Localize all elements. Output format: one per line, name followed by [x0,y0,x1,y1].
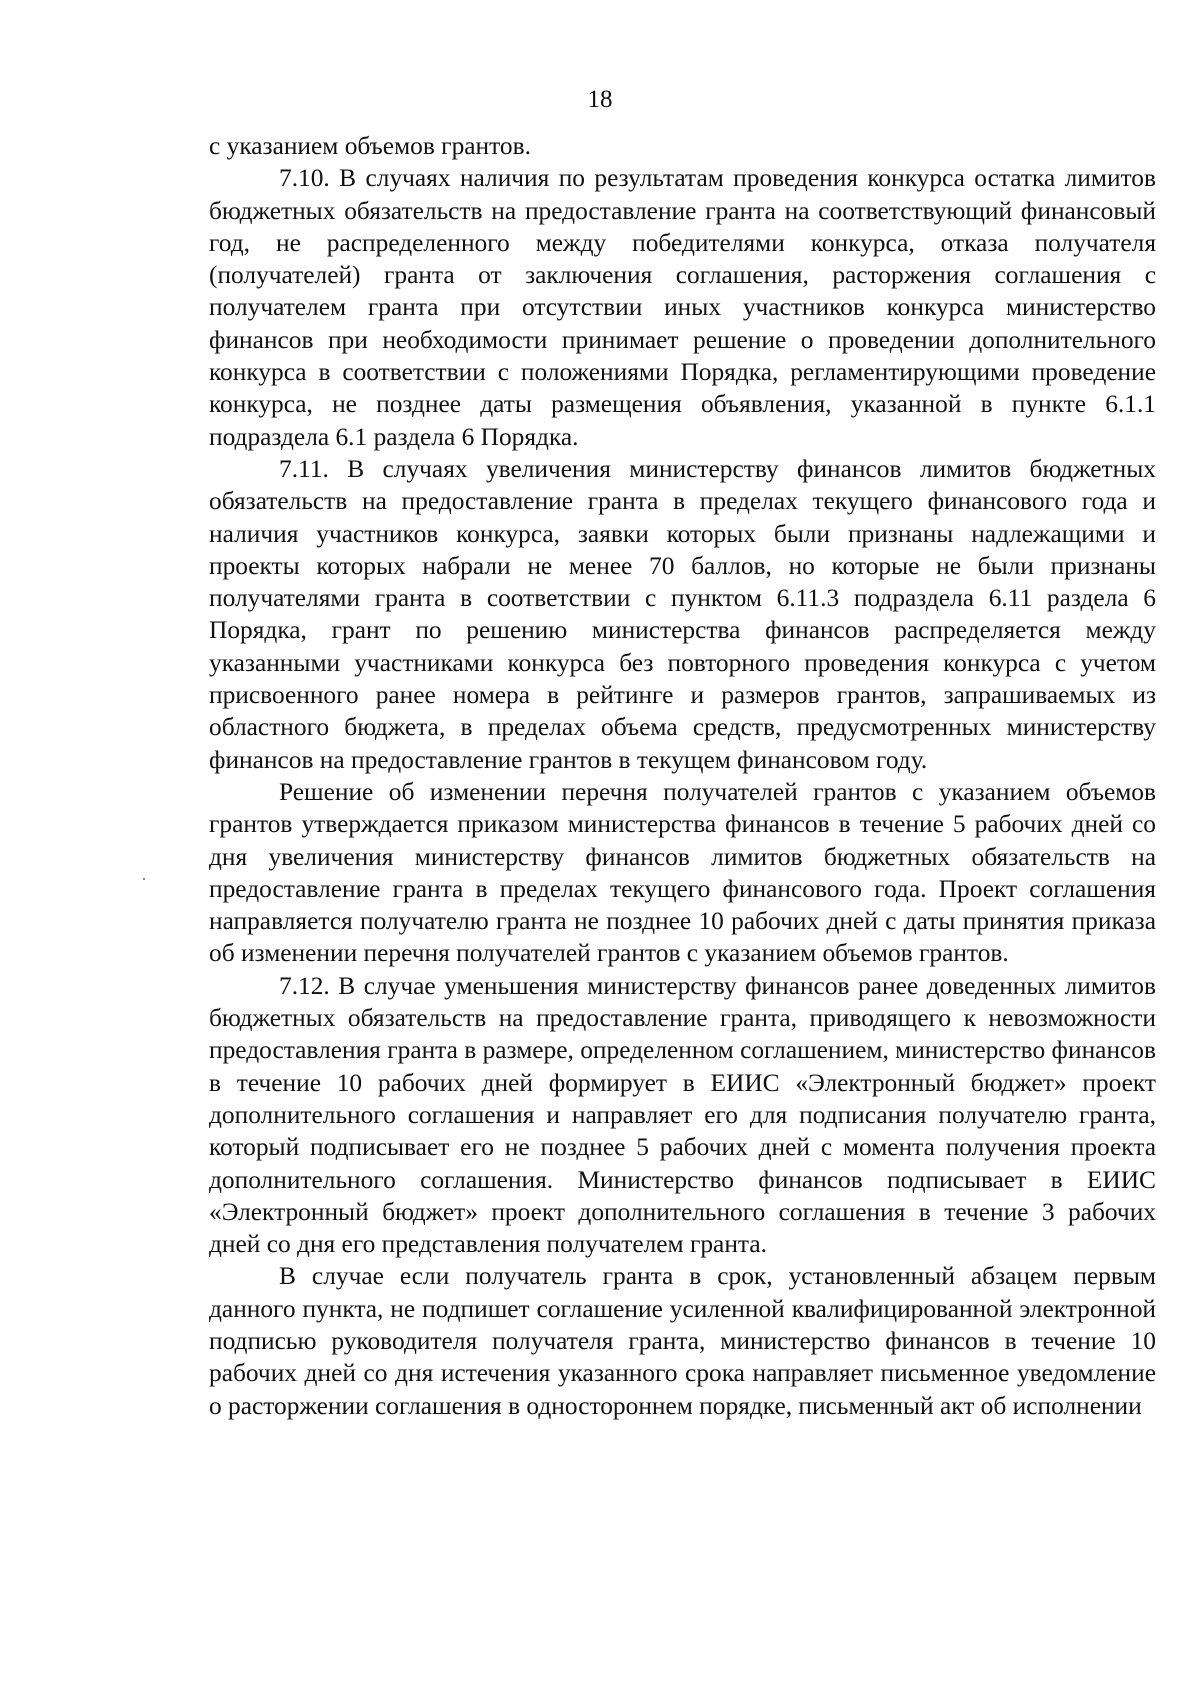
paragraph-7-11: 7.11. В случаях увеличения министерству финансов лимитов бюджетных обязательств на предоставление гранта в пределах текущего финансового года и наличия участников конкурса, заявки которых были признаны надлежащими и проекты которых набрали не менее 70 баллов, но которые не были признаны получателями гранта в соответствии с пунктом 6.11.3 подраздела 6.11 раздела 6 Порядка, грант по решению министерства финансов распределяется между указанными участниками конкурса без повторного проведения конкурса с учетом присвоенного ранее номера в рейтинге и размеров грантов, запрашиваемых из областного бюджета, в пределах объема средств, предусмотренных министерству финансов на предоставление грантов в текущем финансовом году. [209,454,1156,774]
paragraph-7-12-termination: В случае если получатель гранта в срок, установленный абзацем первым данного пункта, не подпишет соглашение усиленной квалифицированной электронной подписью руководителя получателя гранта, министерство финансов в течение 10 рабочих дней со дня истечения указанного срока направляет письменное уведомление о расторжении соглашения в одностороннем порядке, письменный акт об исполнении [209,1262,1156,1420]
page-number: 18 [587,86,613,113]
paragraph-continuation: с указанием объемов грантов. [209,132,531,160]
paragraph-7-11-decision: Решение об изменении перечня получателей грантов с указанием объемов грантов утверждается приказом министерства финансов в течение 5 рабочих дней со дня увеличения министерству финансов лимитов бюджетных обязательств на предоставление гранта в пределах текущего финансового года. Проект соглашения направляется получателю гранта не позднее 10 рабочих дней с даты принятия приказа об изменении перечня получателей грантов с указанием объемов грантов. [209,777,1156,968]
document-body [209,130,1156,1422]
paragraph-7-12: 7.12. В случае уменьшения министерству финансов ранее доведенных лимитов бюджетных обязательств на предоставление гранта, приводящего к невозможности предоставления гранта в размере, определенном соглашением, министерство финансов в течение 10 рабочих дней формирует в ЕИИС «Электронный бюджет» проект дополнительного соглашения и направляет его для подписания получателю гранта, который подписывает его не позднее 5 рабочих дней с момента получения проекта дополнительного соглашения. Министерство финансов подписывает в ЕИИС «Электронный бюджет» проект дополнительного соглашения в течение 3 рабочих дней со дня его представления получателем гранта. [209,971,1156,1259]
scan-speck [143,878,145,880]
paragraph-7-10: 7.10. В случаях наличия по результатам проведения конкурса остатка лимитов бюджетных обязательств на предоставление гранта на соответствующий финансовый год, не распределенного между победителями конкурса, отказа получателя (получателей) гранта от заключения соглашения, расторжения соглашения с получателем гранта при отсутствии иных участников конкурса министерство финансов при необходимости принимает решение о проведении дополнительного конкурса в соответствии с положениями Порядка, регламентирующими проведение конкурса, не позднее даты размещения объявления, указанной в пункте 6.1.1 подраздела 6.1 раздела 6 Порядка. [209,164,1156,451]
